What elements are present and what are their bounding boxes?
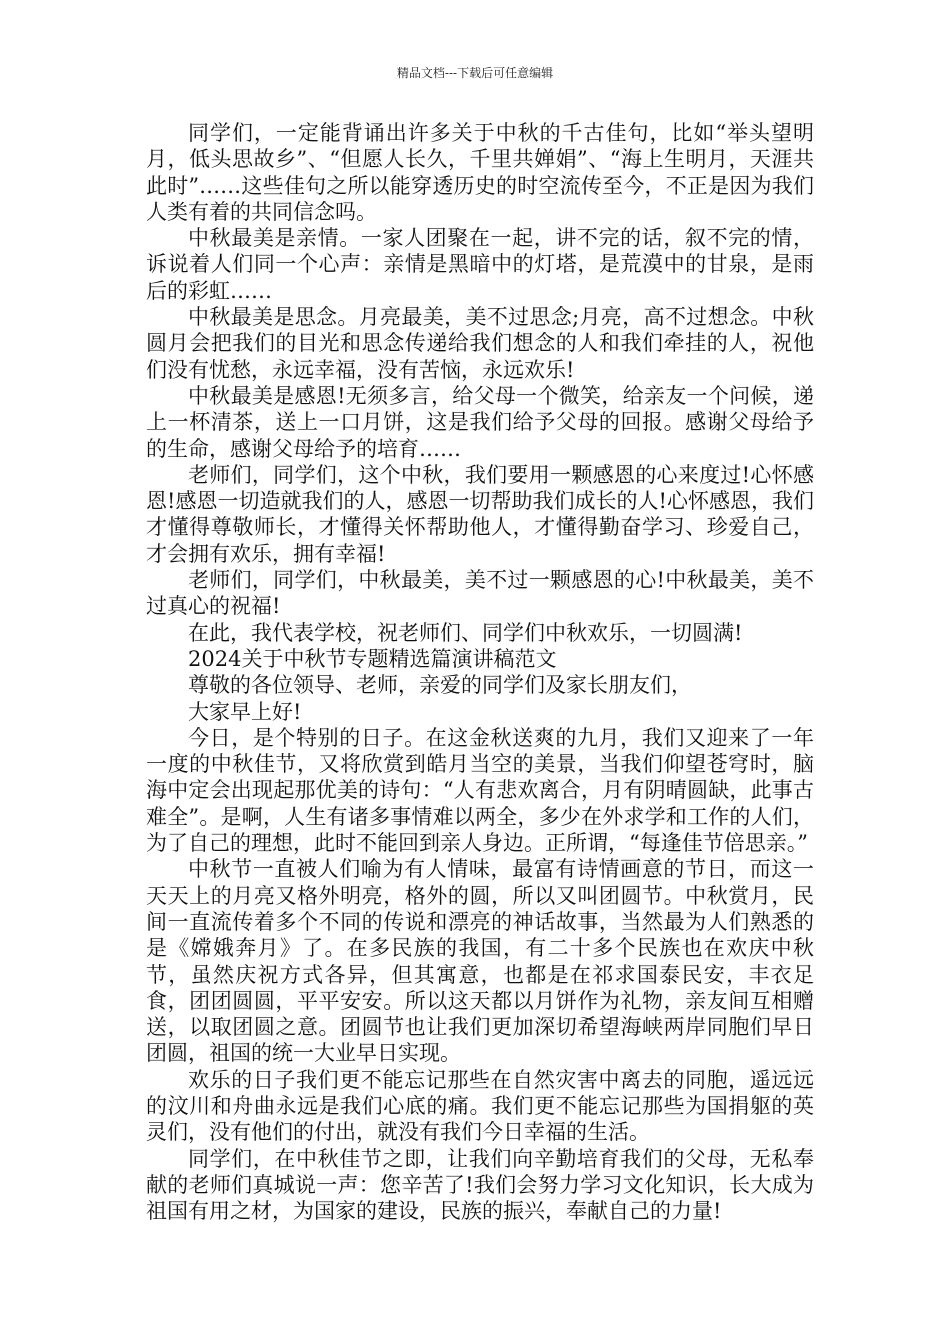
paragraph-special-day: 今日，是个特别的日子。在这金秋送爽的九月，我们又迎来了一年一度的中秋佳节，又将欣赏到皓月当空的美景，当我们仰望苍穹时，脑海中定会出现起那优美的诗句：“人有悲欢离合，月有阴晴圆缺，此事古难全”。是啊，人生有诸多事情难以两全，多少在外求学和工作的人们，为了自己的理想，此时不能回到亲人身边。正所谓，“每逢佳节倍思亲。” xyxy=(146,725,814,856)
paragraph-remembrance: 欢乐的日子我们更不能忘记那些在自然灾害中离去的同胞，遥远远的汶川和舟曲永远是我们心底的痛。我们更不能忘记那些为国捐躯的英灵们，没有他们的付出，就没有我们今日幸福的生活。 xyxy=(146,1067,814,1145)
paragraph-school-greeting: 在此，我代表学校，祝老师们、同学们中秋欢乐，一切圆满! xyxy=(188,620,743,645)
page-header: 精品文档---下载后可任意编辑 xyxy=(396,66,554,80)
paragraph-family: 中秋最美是亲情。一家人团聚在一起，讲不完的话，叙不完的情，诉说着人们同一个心声：亲情是黑暗中的灯塔，是荒漠中的甘泉，是雨后的彩虹…… xyxy=(146,226,814,303)
paragraph-thankful-heart: 老师们，同学们，这个中秋，我们要用一颗感恩的心来度过!心怀感恩!感恩一切造就我们的人，感恩一切帮助我们成长的人!心怀感恩，我们才懂得尊敬师长，才懂得关怀帮助他人，才懂得勤奋学习、珍爱自己，才会拥有欢乐，拥有幸福! xyxy=(146,462,814,566)
paragraph-gratitude: 中秋最美是感恩!无须多言，给父母一个微笑，给亲友一个问候，递上一杯清茶，送上一口月饼，这是我们给予父母的回报。感谢父母给予的生命，感谢父母给予的培育…… xyxy=(146,383,814,461)
paragraph-best-wishes: 老师们，同学们，中秋最美，美不过一颗感恩的心!中秋最美，美不过真心的祝福! xyxy=(146,568,814,619)
document-body xyxy=(146,120,814,1224)
greeting: 大家早上好! xyxy=(188,699,302,724)
paragraph-longing: 中秋最美是思念。月亮最美，美不过思念;月亮，高不过想念。中秋圆月会把我们的目光和思念传递给我们想念的人和我们牵挂的人，祝他们没有忧愁，永远幸福，没有苦恼，永远欢乐! xyxy=(146,305,814,382)
salutation: 尊敬的各位领导、老师，亲爱的同学们及家长朋友们， xyxy=(188,673,692,698)
speech-title: 2024关于中秋节专题精选篇演讲稿范文 xyxy=(188,646,557,671)
paragraph-reunion-festival: 中秋节一直被人们喻为有人情味，最富有诗情画意的节日，而这一天天上的月亮又格外明亮，格外的圆，所以又叫团圆节。中秋赏月，民间一直流传着多个不同的传说和漂亮的神话故事，当然最为人们熟悉的是《嫦娥奔月》了。在多民族的我国，有二十多个民族也在欢庆中秋节，虽然庆祝方式各异，但其寓意，也都是在祁求国泰民安，丰衣足食，团团圆圆，平平安安。所以这天都以月饼作为礼物，亲友间互相赠送，以取团圆之意。团圆节也让我们更加深切希望海峡两岸同胞们早日团圆，祖国的统一大业早日实现。 xyxy=(146,857,814,1066)
paragraph-thanks-parents-teachers: 同学们，在中秋佳节之即，让我们向辛勤培育我们的父母，无私奉献的老师们真城说一声：您辛苦了!我们会努力学习文化知识，长大成为祖国有用之材，为国家的建设，民族的振兴，奉献自己的力量! xyxy=(146,1146,814,1224)
paragraph-verses: 同学们，一定能背诵出许多关于中秋的千古佳句，比如“举头望明月，低头思故乡”、“但愿人长久，千里共婵娟”、“海上生明月，天涯共此时”……这些佳句之所以能穿透历史的时空流传至今，不正是因为我们人类有着的共同信念吗。 xyxy=(146,121,814,224)
